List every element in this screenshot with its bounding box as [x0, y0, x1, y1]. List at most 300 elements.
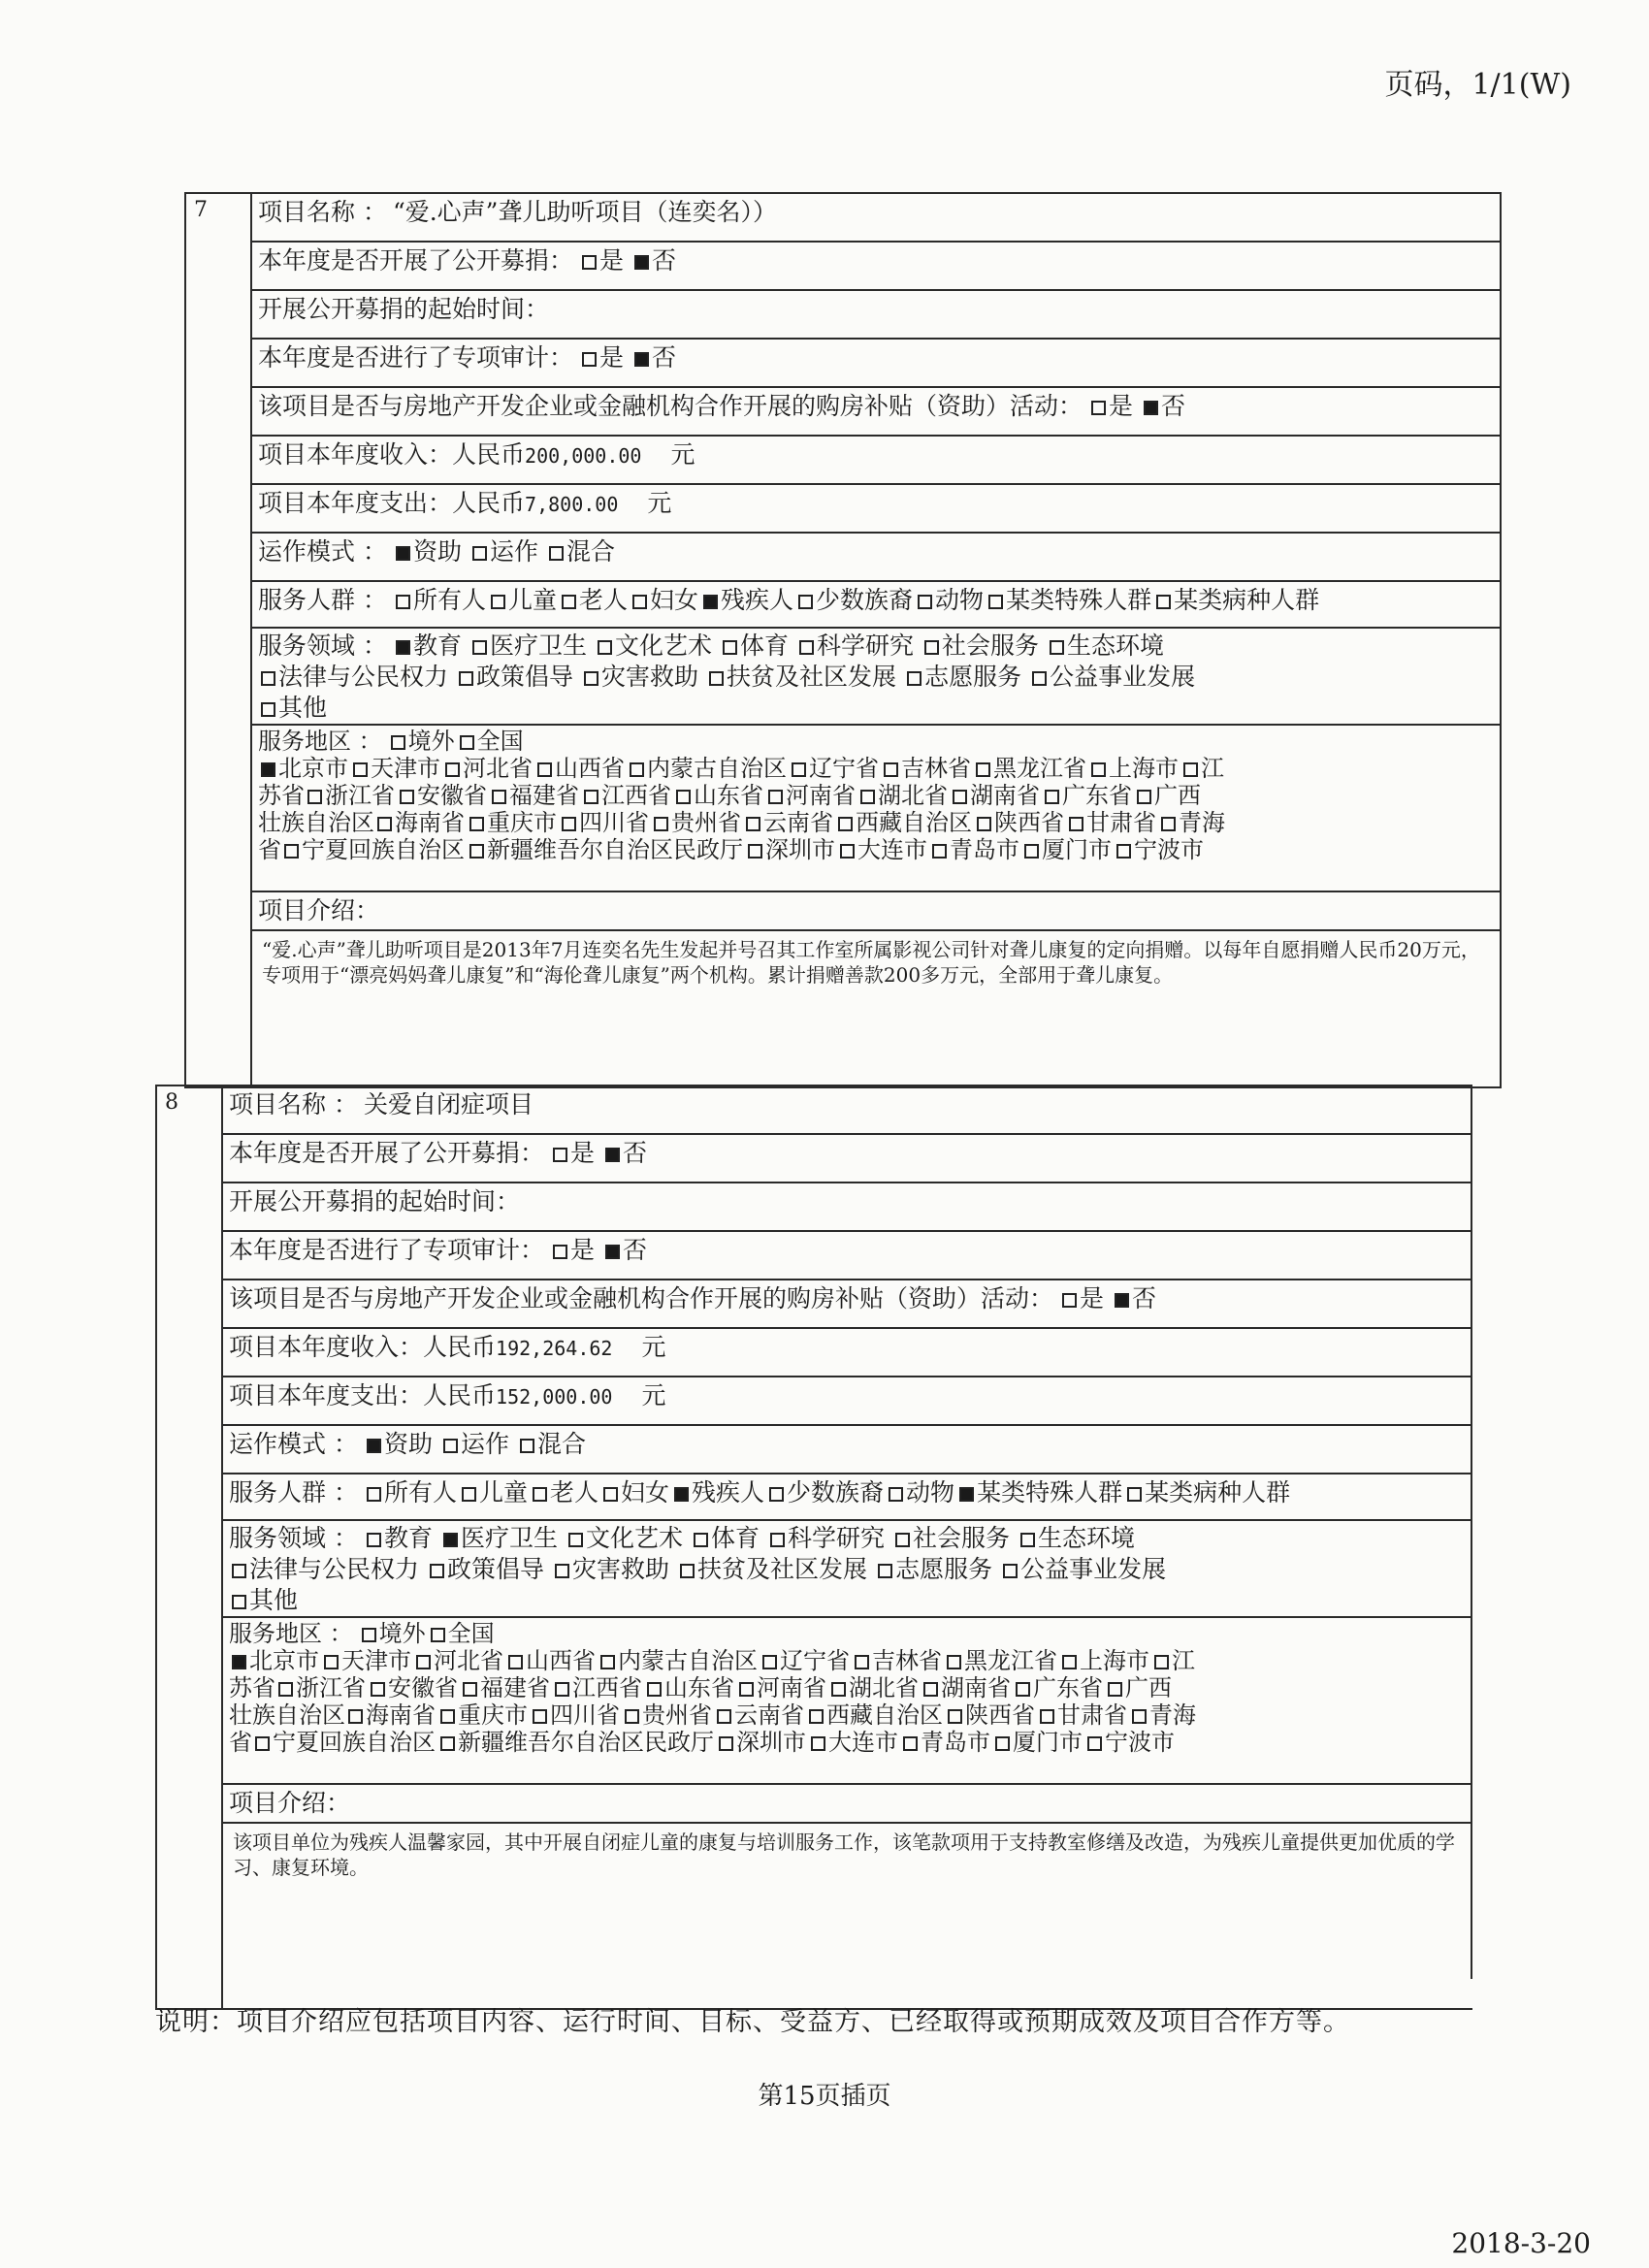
- region-label: 北京市: [278, 755, 348, 782]
- beneficiary-label: 儿童: [478, 1478, 528, 1507]
- income-value: 192,264.62: [496, 1337, 613, 1360]
- row-fields: [252, 629, 1502, 726]
- beneficiary-checkbox[interactable]: [396, 595, 410, 609]
- special_audit-label: 本年度是否进行了专项审计：: [229, 1236, 545, 1264]
- region-checkbox[interactable]: [1137, 790, 1151, 804]
- beneficiary-label: 某类特殊人群: [1006, 586, 1152, 614]
- region-checkbox[interactable]: [533, 1709, 547, 1724]
- region-checkbox[interactable]: [371, 1682, 385, 1697]
- currency-label: 人民币: [423, 1333, 497, 1361]
- region-label: 山东省: [694, 782, 763, 809]
- region-checkbox[interactable]: [232, 1655, 246, 1669]
- area-scope-checkbox[interactable]: [460, 735, 474, 750]
- no-checkbox[interactable]: [1115, 1293, 1129, 1308]
- service-field-checkbox[interactable]: [459, 671, 473, 686]
- region-checkbox[interactable]: [1183, 762, 1198, 777]
- region-checkbox[interactable]: [562, 817, 576, 831]
- region-line: [258, 755, 1494, 782]
- service-field-label: 其他: [249, 1586, 299, 1614]
- no-label: 否: [623, 1236, 648, 1264]
- service-field-checkbox[interactable]: [568, 1533, 583, 1547]
- region-label: 新疆维吾尔自治区民政厅: [487, 836, 743, 863]
- region-checkbox[interactable]: [625, 1709, 639, 1724]
- region-label: 河北省: [463, 755, 533, 782]
- region-checkbox[interactable]: [792, 762, 806, 777]
- region-checkbox[interactable]: [469, 844, 484, 859]
- row-name: [223, 1086, 1472, 1135]
- service-field-checkbox[interactable]: [895, 1533, 910, 1547]
- region-checkbox[interactable]: [923, 1682, 938, 1697]
- no-checkbox[interactable]: [634, 255, 649, 270]
- region-checkbox[interactable]: [307, 790, 322, 804]
- service-fields-label: 服务领域 ：: [258, 632, 387, 660]
- expense-label: 项目本年度支出：: [229, 1381, 424, 1409]
- region-checkbox[interactable]: [855, 1655, 869, 1669]
- beneficiary-checkbox[interactable]: [959, 1487, 974, 1502]
- region-wrap-text: 苏省: [258, 782, 305, 809]
- region-checkbox[interactable]: [1091, 762, 1106, 777]
- region-label: 吉林省: [872, 1647, 942, 1674]
- region-label: 云南省: [763, 809, 833, 836]
- service-field-checkbox[interactable]: [770, 1533, 785, 1547]
- yuan-label: 元: [670, 440, 695, 469]
- region-checkbox[interactable]: [445, 762, 460, 777]
- region-checkbox[interactable]: [717, 1709, 731, 1724]
- region-checkbox[interactable]: [440, 1736, 455, 1751]
- region-checkbox[interactable]: [555, 1682, 569, 1697]
- area-scope-label: 全国: [476, 728, 524, 755]
- region-checkbox[interactable]: [1016, 1682, 1030, 1697]
- fundraising-start-label: 开展公开募捐的起始时间：: [258, 295, 550, 323]
- region-checkbox[interactable]: [654, 817, 668, 831]
- region-checkbox[interactable]: [719, 1736, 733, 1751]
- footnote: 说明：项目介绍应包括项目内容、运行时间、目标、受益方、已经取得或预期成效及项目合作方等。: [155, 2007, 1350, 2037]
- beneficiary-checkbox[interactable]: [918, 595, 932, 609]
- beneficiaries-label: 服务人群 ：: [229, 1478, 358, 1507]
- region-checkbox[interactable]: [903, 1736, 918, 1751]
- service-field-label: 政策倡导: [447, 1555, 545, 1583]
- service-field-checkbox[interactable]: [232, 1564, 246, 1578]
- service-field-checkbox[interactable]: [598, 640, 612, 655]
- region-checkbox[interactable]: [255, 1736, 270, 1751]
- beneficiary-label: 所有人: [383, 1478, 457, 1507]
- region-checkbox[interactable]: [348, 1709, 363, 1724]
- region-label: 宁波市: [1134, 836, 1204, 863]
- region-label: 北京市: [249, 1647, 319, 1674]
- region-label: 陕西省: [965, 1701, 1035, 1729]
- region-checkbox[interactable]: [948, 1709, 962, 1724]
- region-checkbox[interactable]: [1024, 844, 1039, 859]
- beneficiary-label: 所有人: [412, 586, 486, 614]
- region-label: 深圳市: [736, 1729, 806, 1756]
- region-checkbox[interactable]: [600, 1655, 615, 1669]
- region-checkbox[interactable]: [278, 1682, 293, 1697]
- yuan-label: 元: [641, 1333, 666, 1361]
- operation-mode-checkbox[interactable]: [472, 546, 487, 561]
- project-table-8: [155, 1085, 1472, 2010]
- service-field-checkbox[interactable]: [723, 640, 737, 655]
- service-field-checkbox[interactable]: [694, 1533, 708, 1547]
- region-label: 河北省: [434, 1647, 503, 1674]
- beneficiary-label: 儿童: [507, 586, 557, 614]
- beneficiary-label: 妇女: [621, 1478, 670, 1507]
- beneficiary-label: 妇女: [650, 586, 699, 614]
- region-checkbox[interactable]: [284, 844, 299, 859]
- region-label: 黑龙江省: [964, 1647, 1057, 1674]
- region-checkbox[interactable]: [932, 844, 947, 859]
- housing_subsidy-label: 该项目是否与房地产开发企业或金融机构合作开展的购房补贴（资助）活动：: [229, 1284, 1054, 1312]
- beneficiary-checkbox[interactable]: [603, 1487, 618, 1502]
- project-number: 7: [194, 198, 208, 222]
- region-checkbox[interactable]: [739, 1682, 754, 1697]
- service-field-checkbox[interactable]: [709, 671, 724, 686]
- row-audit: [252, 340, 1502, 388]
- beneficiary-checkbox[interactable]: [491, 595, 505, 609]
- area-scope-line: [258, 728, 1494, 755]
- no-checkbox[interactable]: [634, 352, 649, 367]
- project-intro-text: 该项目单位为残疾人温馨家园，其中开展自闭症儿童的康复与培训服务工作，该笔款项用于支持教室修缮及改造，为残疾儿童提供更加优质的学习、康复环境。: [233, 1831, 1455, 1879]
- beneficiary-label: 残疾人: [721, 586, 794, 614]
- region-checkbox[interactable]: [748, 844, 762, 859]
- region-checkbox[interactable]: [584, 790, 598, 804]
- operation-mode-checkbox[interactable]: [396, 546, 410, 561]
- region-label: 浙江省: [325, 782, 395, 809]
- yes-checkbox[interactable]: [1091, 401, 1106, 415]
- service-field-label: 政策倡导: [476, 663, 574, 691]
- yes-label: 是: [570, 1236, 596, 1264]
- region-checkbox[interactable]: [1045, 790, 1059, 804]
- region-label: 厦门市: [1013, 1729, 1083, 1756]
- row-intro: [223, 1824, 1472, 1979]
- region-wrap-text: 壮族自治区: [258, 809, 374, 836]
- service-field-label: 其他: [278, 694, 328, 722]
- service-field-checkbox[interactable]: [261, 671, 275, 686]
- operation-mode-checkbox[interactable]: [367, 1439, 381, 1453]
- row-pub: [223, 1135, 1472, 1183]
- region-line: [229, 1674, 1465, 1701]
- region-checkbox[interactable]: [261, 762, 275, 777]
- no-label: 否: [652, 246, 677, 275]
- yes-checkbox[interactable]: [1062, 1293, 1077, 1308]
- region-checkbox[interactable]: [811, 1736, 825, 1751]
- region-checkbox[interactable]: [469, 817, 484, 831]
- region-checkbox[interactable]: [492, 790, 506, 804]
- region-label: 甘肃省: [1086, 809, 1156, 836]
- area-scope-checkbox[interactable]: [362, 1628, 376, 1642]
- region-checkbox[interactable]: [1154, 1655, 1169, 1669]
- region-label: 山西省: [526, 1647, 596, 1674]
- service-field-checkbox[interactable]: [1050, 640, 1064, 655]
- area-scope-label: 全国: [447, 1620, 495, 1647]
- region-label: 江西省: [601, 782, 671, 809]
- region-line: [229, 1729, 1465, 1756]
- region-label: 西藏自治区: [856, 809, 972, 836]
- operation-mode-checkbox[interactable]: [443, 1439, 458, 1453]
- yes-label: 是: [570, 1139, 596, 1167]
- service-field-label: 生态环境: [1067, 632, 1165, 660]
- region-checkbox[interactable]: [762, 1655, 777, 1669]
- region-label: 深圳市: [765, 836, 835, 863]
- public_fundraising-label: 本年度是否开展了公开募捐：: [258, 246, 574, 275]
- intro-label: 项目介绍：: [258, 896, 380, 924]
- row-introlbl: [223, 1785, 1472, 1824]
- region-label: 云南省: [734, 1701, 804, 1729]
- row-house: [252, 388, 1502, 437]
- region-label: 湖南省: [970, 782, 1040, 809]
- region-checkbox[interactable]: [440, 1709, 455, 1724]
- region-checkbox[interactable]: [537, 762, 552, 777]
- service-field-checkbox[interactable]: [584, 671, 598, 686]
- region-checkbox[interactable]: [947, 1655, 961, 1669]
- beneficiary-checkbox[interactable]: [367, 1487, 381, 1502]
- service-field-label: 医疗卫生: [489, 632, 587, 660]
- region-line: [229, 1701, 1465, 1729]
- region-checkbox[interactable]: [953, 790, 967, 804]
- region-label: 海南省: [366, 1701, 436, 1729]
- beneficiary-checkbox[interactable]: [1127, 1487, 1142, 1502]
- service-area-label: 服务地区 ：: [229, 1620, 353, 1647]
- expense-label: 项目本年度支出：: [258, 489, 453, 517]
- beneficiary-checkbox[interactable]: [798, 595, 813, 609]
- region-line: [258, 809, 1494, 836]
- project-number-cell: [186, 194, 252, 1086]
- region-label: 青海: [1179, 809, 1225, 836]
- fields-line: [258, 693, 1494, 724]
- service-field-label: 灾害救助: [572, 1555, 670, 1583]
- service-field-checkbox[interactable]: [232, 1595, 246, 1609]
- expense-value: 7,800.00: [525, 493, 619, 516]
- special_audit-label: 本年度是否进行了专项审计：: [258, 343, 574, 372]
- region-label: 天津市: [341, 1647, 411, 1674]
- service-field-checkbox[interactable]: [430, 1564, 444, 1578]
- no-checkbox[interactable]: [605, 1245, 620, 1259]
- area-scope-label: 境外: [407, 728, 455, 755]
- beneficiary-checkbox[interactable]: [1156, 595, 1171, 609]
- currency-label: 人民币: [452, 489, 526, 517]
- region-checkbox[interactable]: [746, 817, 760, 831]
- region-checkbox[interactable]: [1087, 1736, 1102, 1751]
- service-field-checkbox[interactable]: [924, 640, 939, 655]
- beneficiary-checkbox[interactable]: [533, 1487, 547, 1502]
- region-checkbox[interactable]: [831, 1682, 846, 1697]
- region-label: 上海市: [1080, 1647, 1149, 1674]
- region-wrap-text: 省: [258, 836, 281, 863]
- beneficiary-label: 少数族裔: [816, 586, 914, 614]
- region-checkbox[interactable]: [840, 844, 855, 859]
- beneficiary-label: 少数族裔: [787, 1478, 885, 1507]
- region-label: 浙江省: [296, 1674, 366, 1701]
- region-checkbox[interactable]: [860, 790, 875, 804]
- yes-checkbox[interactable]: [582, 255, 597, 270]
- region-checkbox[interactable]: [630, 762, 644, 777]
- area-scope-checkbox[interactable]: [391, 735, 405, 750]
- beneficiary-checkbox[interactable]: [562, 595, 576, 609]
- region-label: 贵州省: [671, 809, 741, 836]
- page-insert-label: 第15页插页: [758, 2082, 891, 2111]
- service-field-label: 生态环境: [1038, 1524, 1136, 1552]
- region-checkbox[interactable]: [1062, 1655, 1077, 1669]
- area-scope-checkbox[interactable]: [431, 1628, 445, 1642]
- project-intro-text: “爱.心声”聋儿助听项目是2013年7月连奕名先生发起并号召其工作室所属影视公司针对聋儿康复的定向捐赠。以每年自愿捐赠人民币20万元，专项用于“漂亮妈妈聋儿康复”和“海伦聋儿康复”两个机构。累计捐赠善款200多万元，全部用于聋儿康复。: [262, 938, 1480, 987]
- service-field-label: 志愿服务: [895, 1555, 993, 1583]
- row-income: [223, 1329, 1472, 1377]
- service-field-label: 科学研究: [817, 632, 915, 660]
- region-checkbox[interactable]: [676, 790, 691, 804]
- operation-mode-label: 资助: [383, 1430, 433, 1458]
- service-field-checkbox[interactable]: [261, 702, 275, 717]
- region-line: [258, 836, 1494, 863]
- region-wrap-text: 苏省: [229, 1674, 275, 1701]
- currency-label: 人民币: [423, 1381, 497, 1409]
- project-rows: [252, 194, 1502, 1086]
- region-checkbox[interactable]: [884, 762, 898, 777]
- yes-checkbox[interactable]: [582, 352, 597, 367]
- beneficiary-label: 动物: [906, 1478, 955, 1507]
- region-label: 安徽省: [388, 1674, 458, 1701]
- region-label: 江西省: [572, 1674, 642, 1701]
- region-checkbox[interactable]: [400, 790, 414, 804]
- row-benef: [223, 1474, 1472, 1521]
- region-label: 河南省: [757, 1674, 826, 1701]
- public_fundraising-label: 本年度是否开展了公开募捐：: [229, 1139, 545, 1167]
- region-label: 四川省: [579, 809, 649, 836]
- beneficiary-checkbox[interactable]: [674, 1487, 689, 1502]
- operation-mode-checkbox[interactable]: [549, 546, 564, 561]
- project-name-label: 项目名称 ：: [229, 1090, 358, 1118]
- region-label: 重庆市: [458, 1701, 528, 1729]
- row-introlbl: [252, 892, 1502, 931]
- region-checkbox[interactable]: [463, 1682, 477, 1697]
- region-wrap-text: 省: [229, 1729, 252, 1756]
- beneficiary-checkbox[interactable]: [889, 1487, 903, 1502]
- service-field-label: 文化艺术: [614, 632, 712, 660]
- service-field-checkbox[interactable]: [367, 1533, 381, 1547]
- yes-label: 是: [599, 246, 625, 275]
- service-field-checkbox[interactable]: [680, 1564, 695, 1578]
- project-name-value: “爱.心声”聋儿助听项目（连奕名））: [392, 198, 777, 226]
- region-label: 大连市: [828, 1729, 898, 1756]
- row-area: [223, 1618, 1472, 1785]
- service-field-checkbox[interactable]: [472, 640, 487, 655]
- region-checkbox[interactable]: [416, 1655, 431, 1669]
- region-checkbox[interactable]: [353, 762, 368, 777]
- operation-mode-label: 混合: [566, 537, 615, 566]
- region-label: 内蒙古自治区: [618, 1647, 758, 1674]
- region-label: 四川省: [550, 1701, 620, 1729]
- region-label: 新疆维吾尔自治区民政厅: [458, 1729, 714, 1756]
- service-field-checkbox[interactable]: [1032, 671, 1047, 686]
- region-checkbox[interactable]: [976, 762, 990, 777]
- yuan-label: 元: [647, 489, 672, 517]
- project-name-label: 项目名称 ：: [258, 198, 387, 226]
- region-checkbox[interactable]: [995, 1736, 1010, 1751]
- no-checkbox[interactable]: [1144, 401, 1158, 415]
- region-label: 青海: [1149, 1701, 1196, 1729]
- region-checkbox[interactable]: [768, 790, 783, 804]
- service-field-checkbox[interactable]: [555, 1564, 569, 1578]
- service-field-checkbox[interactable]: [907, 671, 922, 686]
- region-label: 青岛市: [921, 1729, 990, 1756]
- region-wrap-text: 壮族自治区: [229, 1701, 345, 1729]
- beneficiary-checkbox[interactable]: [769, 1487, 784, 1502]
- region-checkbox[interactable]: [1040, 1709, 1054, 1724]
- beneficiary-checkbox[interactable]: [703, 595, 718, 609]
- region-label: 广西: [1154, 782, 1201, 809]
- income-label: 项目本年度收入：: [258, 440, 453, 469]
- service-field-checkbox[interactable]: [799, 640, 814, 655]
- region-label: 广西: [1125, 1674, 1172, 1701]
- fields-line: [229, 1523, 1465, 1554]
- region-checkbox[interactable]: [809, 1709, 824, 1724]
- no-checkbox[interactable]: [605, 1148, 620, 1162]
- region-checkbox[interactable]: [647, 1682, 662, 1697]
- service-field-checkbox[interactable]: [443, 1533, 458, 1547]
- region-checkbox[interactable]: [1069, 817, 1083, 831]
- row-start: [223, 1183, 1472, 1232]
- beneficiary-checkbox[interactable]: [462, 1487, 476, 1502]
- area-scope-line: [229, 1620, 1465, 1647]
- service-field-label: 公益事业发展: [1020, 1555, 1167, 1583]
- region-checkbox[interactable]: [977, 817, 991, 831]
- region-label: 重庆市: [487, 809, 557, 836]
- fields-line: [229, 1554, 1465, 1585]
- service-field-checkbox[interactable]: [1020, 1533, 1035, 1547]
- service-field-checkbox[interactable]: [1003, 1564, 1018, 1578]
- operation-mode-label: 运作模式 ：: [258, 537, 387, 566]
- region-label: 贵州省: [642, 1701, 712, 1729]
- housing_subsidy-label: 该项目是否与房地产开发企业或金融机构合作开展的购房补贴（资助）活动：: [258, 392, 1083, 420]
- region-label: 黑龙江省: [993, 755, 1086, 782]
- yes-checkbox[interactable]: [553, 1148, 567, 1162]
- region-label: 江: [1201, 755, 1224, 782]
- row-fields: [223, 1521, 1472, 1618]
- region-checkbox[interactable]: [377, 817, 392, 831]
- region-checkbox[interactable]: [1108, 1682, 1122, 1697]
- income-label: 项目本年度收入：: [229, 1333, 424, 1361]
- region-checkbox[interactable]: [1116, 844, 1131, 859]
- beneficiary-label: 老人: [578, 586, 628, 614]
- region-line: [229, 1647, 1465, 1674]
- service-field-checkbox[interactable]: [396, 640, 410, 655]
- service-field-label: 医疗卫生: [460, 1524, 558, 1552]
- row-name: [252, 194, 1502, 243]
- region-checkbox[interactable]: [838, 817, 853, 831]
- service-field-label: 志愿服务: [924, 663, 1022, 691]
- operation-mode-checkbox[interactable]: [520, 1439, 534, 1453]
- service-field-label: 社会服务: [942, 632, 1040, 660]
- region-line: [258, 782, 1494, 809]
- region-label: 湖南省: [941, 1674, 1011, 1701]
- project-rows: [223, 1086, 1472, 2008]
- yes-checkbox[interactable]: [553, 1245, 567, 1259]
- operation-mode-label: 运作模式 ：: [229, 1430, 358, 1458]
- row-area: [252, 726, 1502, 892]
- service-field-checkbox[interactable]: [878, 1564, 892, 1578]
- region-checkbox[interactable]: [324, 1655, 339, 1669]
- beneficiary-checkbox[interactable]: [632, 595, 647, 609]
- region-checkbox[interactable]: [1161, 817, 1176, 831]
- region-label: 大连市: [857, 836, 927, 863]
- region-label: 山西省: [555, 755, 625, 782]
- operation-mode-label: 资助: [412, 537, 462, 566]
- fields-line: [258, 662, 1494, 693]
- region-label: 甘肃省: [1057, 1701, 1127, 1729]
- region-checkbox[interactable]: [508, 1655, 523, 1669]
- region-checkbox[interactable]: [1132, 1709, 1147, 1724]
- service-field-label: 法律与公民权力: [278, 663, 449, 691]
- beneficiary-checkbox[interactable]: [988, 595, 1003, 609]
- fundraising-start-label: 开展公开募捐的起始时间：: [229, 1187, 521, 1215]
